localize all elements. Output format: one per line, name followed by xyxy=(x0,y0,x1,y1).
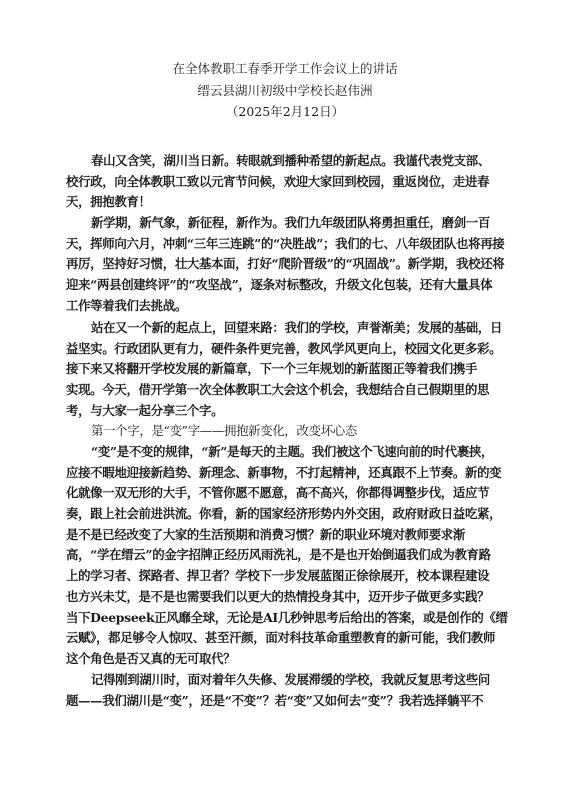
text-line: 实现。今天，借开学第一次全体教职工大会这个机会，我想结合自己假期里的思 xyxy=(66,382,490,398)
text-line: 第一个字，是“变”字——拥抱新变化，改变坏心态 xyxy=(91,423,357,438)
text-line: 再厉，坚持好习惯，壮大基本面，打好“爬阶晋级”的“巩固战”。新学期，我校还将 xyxy=(66,256,505,272)
text-line: 记得刚到湖川时，面对着年久失修、发展滞缓的学校，我就反复思考这些问 xyxy=(91,672,490,687)
text-line: 这个角色是否又真的无可取代？ xyxy=(66,650,236,666)
text-line: 也方兴未艾，是不是也需要我们以更大的热情投身其中，迈开步子做更多实践？ xyxy=(66,588,490,604)
text-line: 天，挥师向六月，冲刺“三年三连跳”的“决胜战”；我们的七、八年级团队也将再接 xyxy=(66,235,505,251)
text-line: “变”是不变的规律，“新”是每天的主题。我们被这个飞速向前的时代裹挟， xyxy=(91,444,494,459)
text-line: 校行政，向全体教职工致以元宵节问候，欢迎大家回到校园，重返岗位，走进春 xyxy=(66,173,490,189)
text-line: 化就像一双无形的大手，不管你愿不愿意，高不高兴，你都得调整步伐，适应节 xyxy=(66,485,490,501)
text-line: 应接不暇地迎接新趋势、新理念、新事物，不打起精神，还真跟不上节奏。新的变 xyxy=(66,464,502,480)
text-line: 新学期，新气象，新征程，新作为。我们九年级团队将勇担重任，磨剑一百 xyxy=(91,215,490,230)
paragraph-opening xyxy=(66,151,516,213)
paragraph-memory xyxy=(66,670,516,711)
text-line: 益坚实。行政团队更有力，硬件条件更完善，教风学风更向上，校园文化更多彩。 xyxy=(66,340,502,356)
text-line: 高，“学在缙云”的金字招牌正经历风雨洗礼，是不是也开始倒逼我们成为教育路 xyxy=(66,547,491,563)
text-line: 接下来又将翻开学校发展的新篇章，下一个三年规划的新蓝图正等着我们携手 xyxy=(66,361,478,377)
paragraph-change xyxy=(66,442,516,670)
text-line: 天，拥抱教育！ xyxy=(66,194,151,210)
paragraph-review xyxy=(66,318,516,421)
text-line: 是不是已经改变了大家的生活预期和消费习惯？新的职业环境对教师要求渐 xyxy=(66,526,465,542)
speech-date: （2025年2月12日） xyxy=(225,104,345,119)
section-heading-first-word xyxy=(66,421,516,442)
speech-title: 在全体教职工春季开学工作会议上的讲话 xyxy=(172,61,398,76)
text-line: 云赋》，都足够令人惊叹、甚至汗颜，面对科技革命重塑教育的新可能，我们教师 xyxy=(66,630,496,646)
text-line: 考，与大家一起分享三个字。 xyxy=(66,402,224,418)
text-line: 题——我们湖川是“变”，还是“不变”？若“变”又如何去“变”？我若选择躺平不 xyxy=(66,692,484,708)
text-line: 当下Deepseek正风靡全球，无论是AI几秒钟思考后给出的答案，或是创作的《缙 xyxy=(66,609,508,625)
text-line: 上的学习者、探路者、捍卫者？学校下一步发展蓝图正徐徐展开，校本课程建设 xyxy=(66,568,490,584)
text-line: 站在又一个新的起点上，回望来路：我们的学校，声誉渐美；发展的基础，日 xyxy=(91,320,503,335)
text-line: 春山又含笑，湖川当日新。转眼就到播种希望的新起点。我谨代表党支部、 xyxy=(91,153,490,168)
text-line: 迎来“两县创建终评”的“攻坚战”，逐条对标整改，升级文化包装，还有大量具体 xyxy=(66,277,493,293)
speaker-line: 缙云县湖川初级中学校长赵伟洲 xyxy=(197,83,373,98)
text-line: 奏，跟上社会前进洪流。你看，新的国家经济形势内外交困，政府财政日益吃紧， xyxy=(66,506,502,522)
paragraph-new-semester xyxy=(66,213,516,316)
text-line: 工作等着我们去挑战。 xyxy=(66,297,187,313)
